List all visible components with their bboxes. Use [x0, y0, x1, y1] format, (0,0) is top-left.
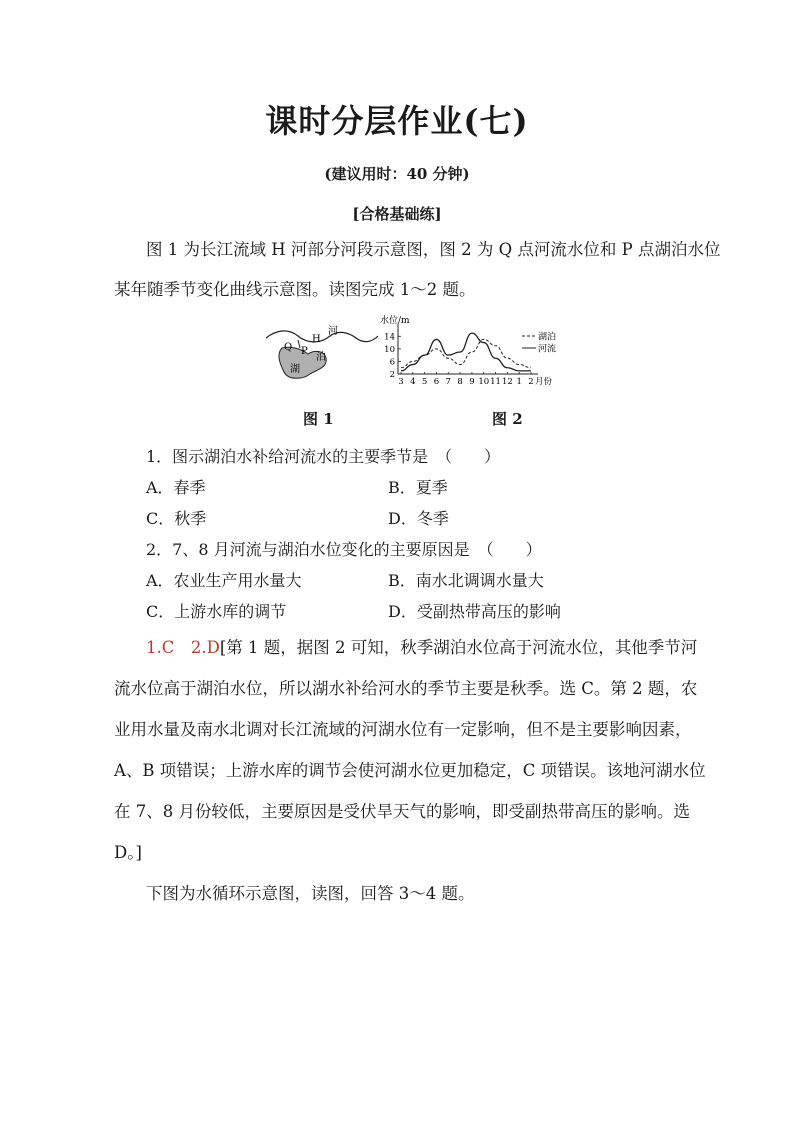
y-tick-label: 10 — [384, 344, 395, 355]
answer-line-2: 流水位高于湖泊水位，所以湖水补给河水的季节主要是秋季。选 C。第 2 题，农 — [114, 679, 698, 698]
figure-1-map — [264, 318, 379, 386]
answer-line-6: D。] — [114, 843, 142, 862]
figure-2-chart — [372, 312, 572, 390]
intro-line-1: 图 1 为长江流域 H 河部分河段示意图，图 2 为 Q 点河流水位和 P 点湖泊水位 — [146, 240, 721, 259]
question-1-option-c: C．秋季 — [146, 509, 207, 528]
answer-line-5: 在 7、8 月份较低，主要原因是受伏旱天气的影响，即受副热带高压的影响。选 — [114, 802, 690, 821]
x-tick-label: 2 — [528, 377, 534, 387]
x-tick-label: 6 — [433, 377, 440, 387]
y-tick-label: 2 — [389, 370, 395, 380]
river-line — [266, 331, 378, 342]
question-1-option-a: A．春季 — [146, 478, 206, 497]
x-tick-label: 1 — [516, 377, 522, 387]
y-axis-label: 水位/m — [380, 316, 410, 326]
x-tick-label: 7 — [445, 377, 451, 387]
y-tick-label: 6 — [389, 357, 395, 368]
label-h: H — [312, 334, 321, 345]
question-2-option-d: D．受副热带高压的影响 — [388, 602, 561, 621]
page-title: 课时分层作业(七) — [265, 102, 529, 140]
label-p: P — [301, 346, 308, 357]
x-tick-label: 5 — [421, 377, 428, 387]
answer-line-3: 业用水量及南水北调对长江流域的河湖水位有一定影响，但不是主要影响因素， — [114, 720, 692, 739]
question-2-option-b: B．南水北调调水量大 — [388, 571, 544, 590]
x-tick-label: 12 — [501, 377, 513, 387]
label-lake-2: 泊 — [316, 352, 326, 363]
answer-key: 1.C 2.D — [146, 638, 220, 657]
question-1-option-b: B．夏季 — [388, 478, 448, 497]
question-2-stem: 2．7、8 月河流与湖泊水位变化的主要原因是 （ ） — [146, 540, 542, 559]
answer-line-4: A、B 项错误；上游水库的调节会使河湖水位更加稳定，C 项错误。该地河湖水位 — [114, 761, 706, 780]
figure-2-caption: 图 2 — [492, 410, 523, 428]
legend-label: 河流 — [538, 344, 557, 355]
x-tick-label: 3 — [398, 377, 404, 387]
answer-text-1: [第 1 题，据图 2 可知，秋季湖泊水位高于河流水位，其他季节河 — [219, 638, 698, 657]
series-line-river — [401, 333, 531, 371]
x-tick-label: 8 — [457, 377, 463, 387]
intro-line-2: 某年随季节变化曲线示意图。读图完成 1～2 题。 — [114, 280, 476, 299]
channel-line — [298, 340, 300, 348]
x-axis-end-label: 月份 — [535, 377, 553, 387]
y-tick-label: 14 — [384, 332, 395, 343]
question-2-option-a: A．农业生产用水量大 — [146, 571, 302, 590]
x-tick-label: 9 — [469, 377, 475, 387]
label-river: 河 — [328, 326, 338, 337]
suggested-time: (建议用时：40 分钟) — [324, 165, 470, 183]
x-tick-label: 4 — [410, 377, 416, 387]
question-1-option-d: D．冬季 — [388, 509, 449, 528]
label-lake-1: 湖 — [290, 364, 300, 375]
x-tick-label: 11 — [490, 377, 501, 387]
legend-label: 湖泊 — [538, 332, 557, 343]
answer-line-1 — [146, 634, 726, 658]
section-heading: [合格基础练] — [352, 205, 442, 223]
question-1-stem: 1．图示湖泊水补给河流水的主要季节是 （ ） — [146, 447, 501, 466]
question-2-option-c: C．上游水库的调节 — [146, 602, 287, 621]
figure-1-caption: 图 1 — [303, 410, 334, 428]
label-q: Q — [284, 342, 293, 353]
x-tick-label: 10 — [478, 377, 490, 387]
next-intro: 下图为水循环示意图，读图，回答 3～4 题。 — [146, 884, 475, 903]
